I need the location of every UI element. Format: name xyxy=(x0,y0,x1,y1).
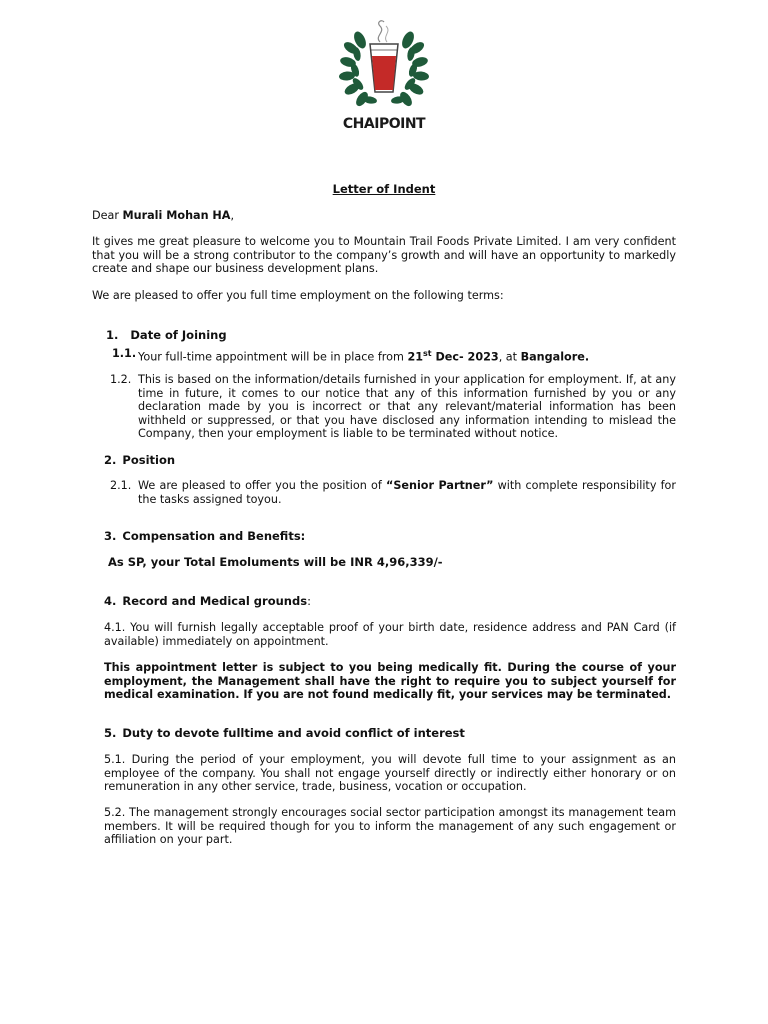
page-title: Letter of Indent xyxy=(332,182,436,196)
greeting-prefix: Dear xyxy=(92,209,123,222)
brand-left: CHAI xyxy=(342,116,379,132)
joining-day: 21 xyxy=(407,350,424,364)
total-emoluments: As SP, your Total Emoluments will be INR 4,96,339/- xyxy=(108,555,443,569)
clause-1-2: This is based on the information/details furnished in your application for employment. If, at any time in future, it comes to our notice that any of this information furnished by you or any declaration made by you is incorrect or that any relevant/material information has been withheld or suppressed, or that you have disclosed any information intending to mislead the Company, then your employment is liable to be terminated without notice. xyxy=(138,373,676,440)
joining-day-suffix: st xyxy=(423,349,432,358)
clause-5-1: 5.1. During the period of your employment, you will devote full time to your assignment as an employee of the company. You shall not engage yourself directly or indirectly either honorary or on remuneration in any other service, trade, business, vocation or occupation. xyxy=(104,753,676,793)
clause-2-1-post: with complete responsibility for the tasks assigned toyou. xyxy=(138,479,676,506)
brand-right: POINT xyxy=(378,116,426,132)
clause-2-1-pre: We are pleased to offer you the position of xyxy=(138,479,386,492)
section-4-number: 4. xyxy=(104,594,117,608)
section-3-heading xyxy=(104,529,305,543)
section-1-title: Date of Joining xyxy=(130,328,227,342)
greeting xyxy=(92,209,234,223)
intro-paragraph: It gives me great pleasure to welcome you to Mountain Trail Foods Private Limited. I am very confident that you will be a strong contributor to the company’s growth and will have an opportunity to markedly create and shape our business development plans. xyxy=(92,235,676,275)
section-3-title: Compensation and Benefits: xyxy=(122,529,306,543)
clause-5-2: 5.2. The management strongly encourages social sector participation amongst its management team members. It will be required though for you to inform the management of any such engagement or affiliation on your part. xyxy=(104,806,676,846)
clause-1-1-mid: , at xyxy=(498,350,521,364)
clause-1-1 xyxy=(138,347,678,364)
clause-1-2-number: 1.2. xyxy=(110,373,132,386)
chai-point-logo xyxy=(330,20,438,138)
clause-1-1-number: 1.1. xyxy=(112,347,137,360)
recipient-name: Murali Mohan HA xyxy=(122,209,231,222)
section-5-number: 5. xyxy=(104,726,117,740)
clause-2-1-number: 2.1. xyxy=(110,479,132,492)
greeting-suffix: , xyxy=(230,209,235,222)
medical-fitness-notice: This appointment letter is subject to you being medically fit. During the course of your employment, the Management shall have the right to require you to subject yourself for medical examination. If you are not found medically fit, your services may be terminated. xyxy=(104,661,676,701)
section-5-title: Duty to devote fulltime and avoid conflict of interest xyxy=(122,726,465,740)
section-5-heading xyxy=(104,726,465,740)
section-1-number: 1. xyxy=(106,328,119,342)
section-2-number: 2. xyxy=(104,453,117,467)
section-4-title: Record and Medical grounds xyxy=(122,594,308,608)
section-2-heading xyxy=(104,453,175,467)
clause-1-1-pre: Your full-time appointment will be in place from xyxy=(138,350,408,364)
clause-4-1: 4.1. You will furnish legally acceptable proof of your birth date, residence address and PAN Card (if available) immediately on appointment. xyxy=(104,621,676,648)
section-1-heading xyxy=(106,328,227,342)
position-title: “Senior Partner” xyxy=(385,479,494,492)
joining-place: Bangalore. xyxy=(520,350,590,364)
section-4-heading xyxy=(104,594,311,608)
section-2-title: Position xyxy=(122,453,176,467)
joining-date: Dec- 2023 xyxy=(431,350,499,364)
clause-2-1 xyxy=(138,479,676,506)
section-4-colon: : xyxy=(307,594,311,608)
brand-wordmark xyxy=(330,116,438,132)
offer-line: We are pleased to offer you full time employment on the following terms: xyxy=(92,289,504,302)
section-3-number: 3. xyxy=(104,529,117,543)
